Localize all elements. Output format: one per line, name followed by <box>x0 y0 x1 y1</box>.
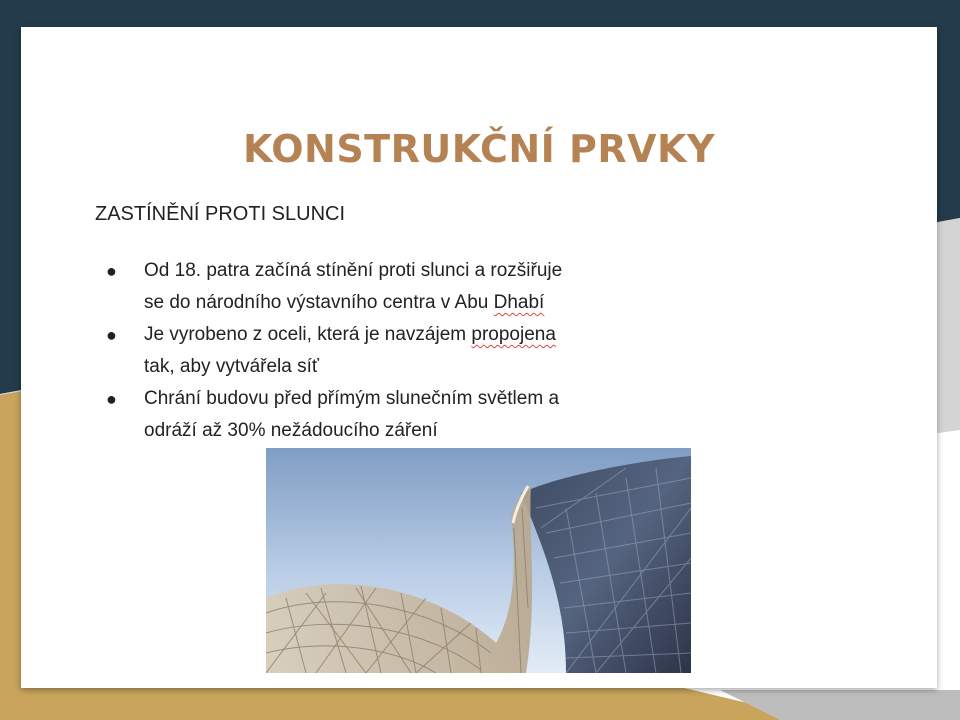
bullet-icon: ● <box>106 325 117 345</box>
slide-subtitle: ZASTÍNĚNÍ PROTI SLUNCI <box>95 203 346 225</box>
spellcheck-flagged-word[interactable]: propojena <box>471 324 556 345</box>
slide[interactable] <box>21 27 937 688</box>
spellcheck-flagged-word[interactable]: Dhabí <box>493 292 545 313</box>
bullet-text-line: Od 18. patra začíná stínění proti slunci a rozšiřuje <box>144 260 563 281</box>
building-photo[interactable] <box>266 448 691 673</box>
bullet-text-line: tak, aby vytvářela síť <box>144 356 320 377</box>
bullet-text-line: odráží až 30% nežádoucího záření <box>144 420 438 441</box>
bullet-icon: ● <box>106 261 117 281</box>
bullet-icon: ● <box>106 389 117 409</box>
bullet-text-line: Je vyrobeno z oceli, která je navzájem <box>144 324 472 345</box>
bullet-list <box>101 255 641 447</box>
bullet-item <box>101 383 641 447</box>
bullet-text-line: Chrání budovu před přímým slunečním světlem a <box>144 388 560 409</box>
bullet-item <box>101 255 641 319</box>
bullet-item <box>101 319 641 383</box>
bullet-text-line: se do národního výstavního centra v Abu <box>144 292 494 313</box>
slide-title: KONSTRUKČNÍ PRVKY <box>242 127 716 171</box>
building-photo-icon <box>266 448 691 673</box>
